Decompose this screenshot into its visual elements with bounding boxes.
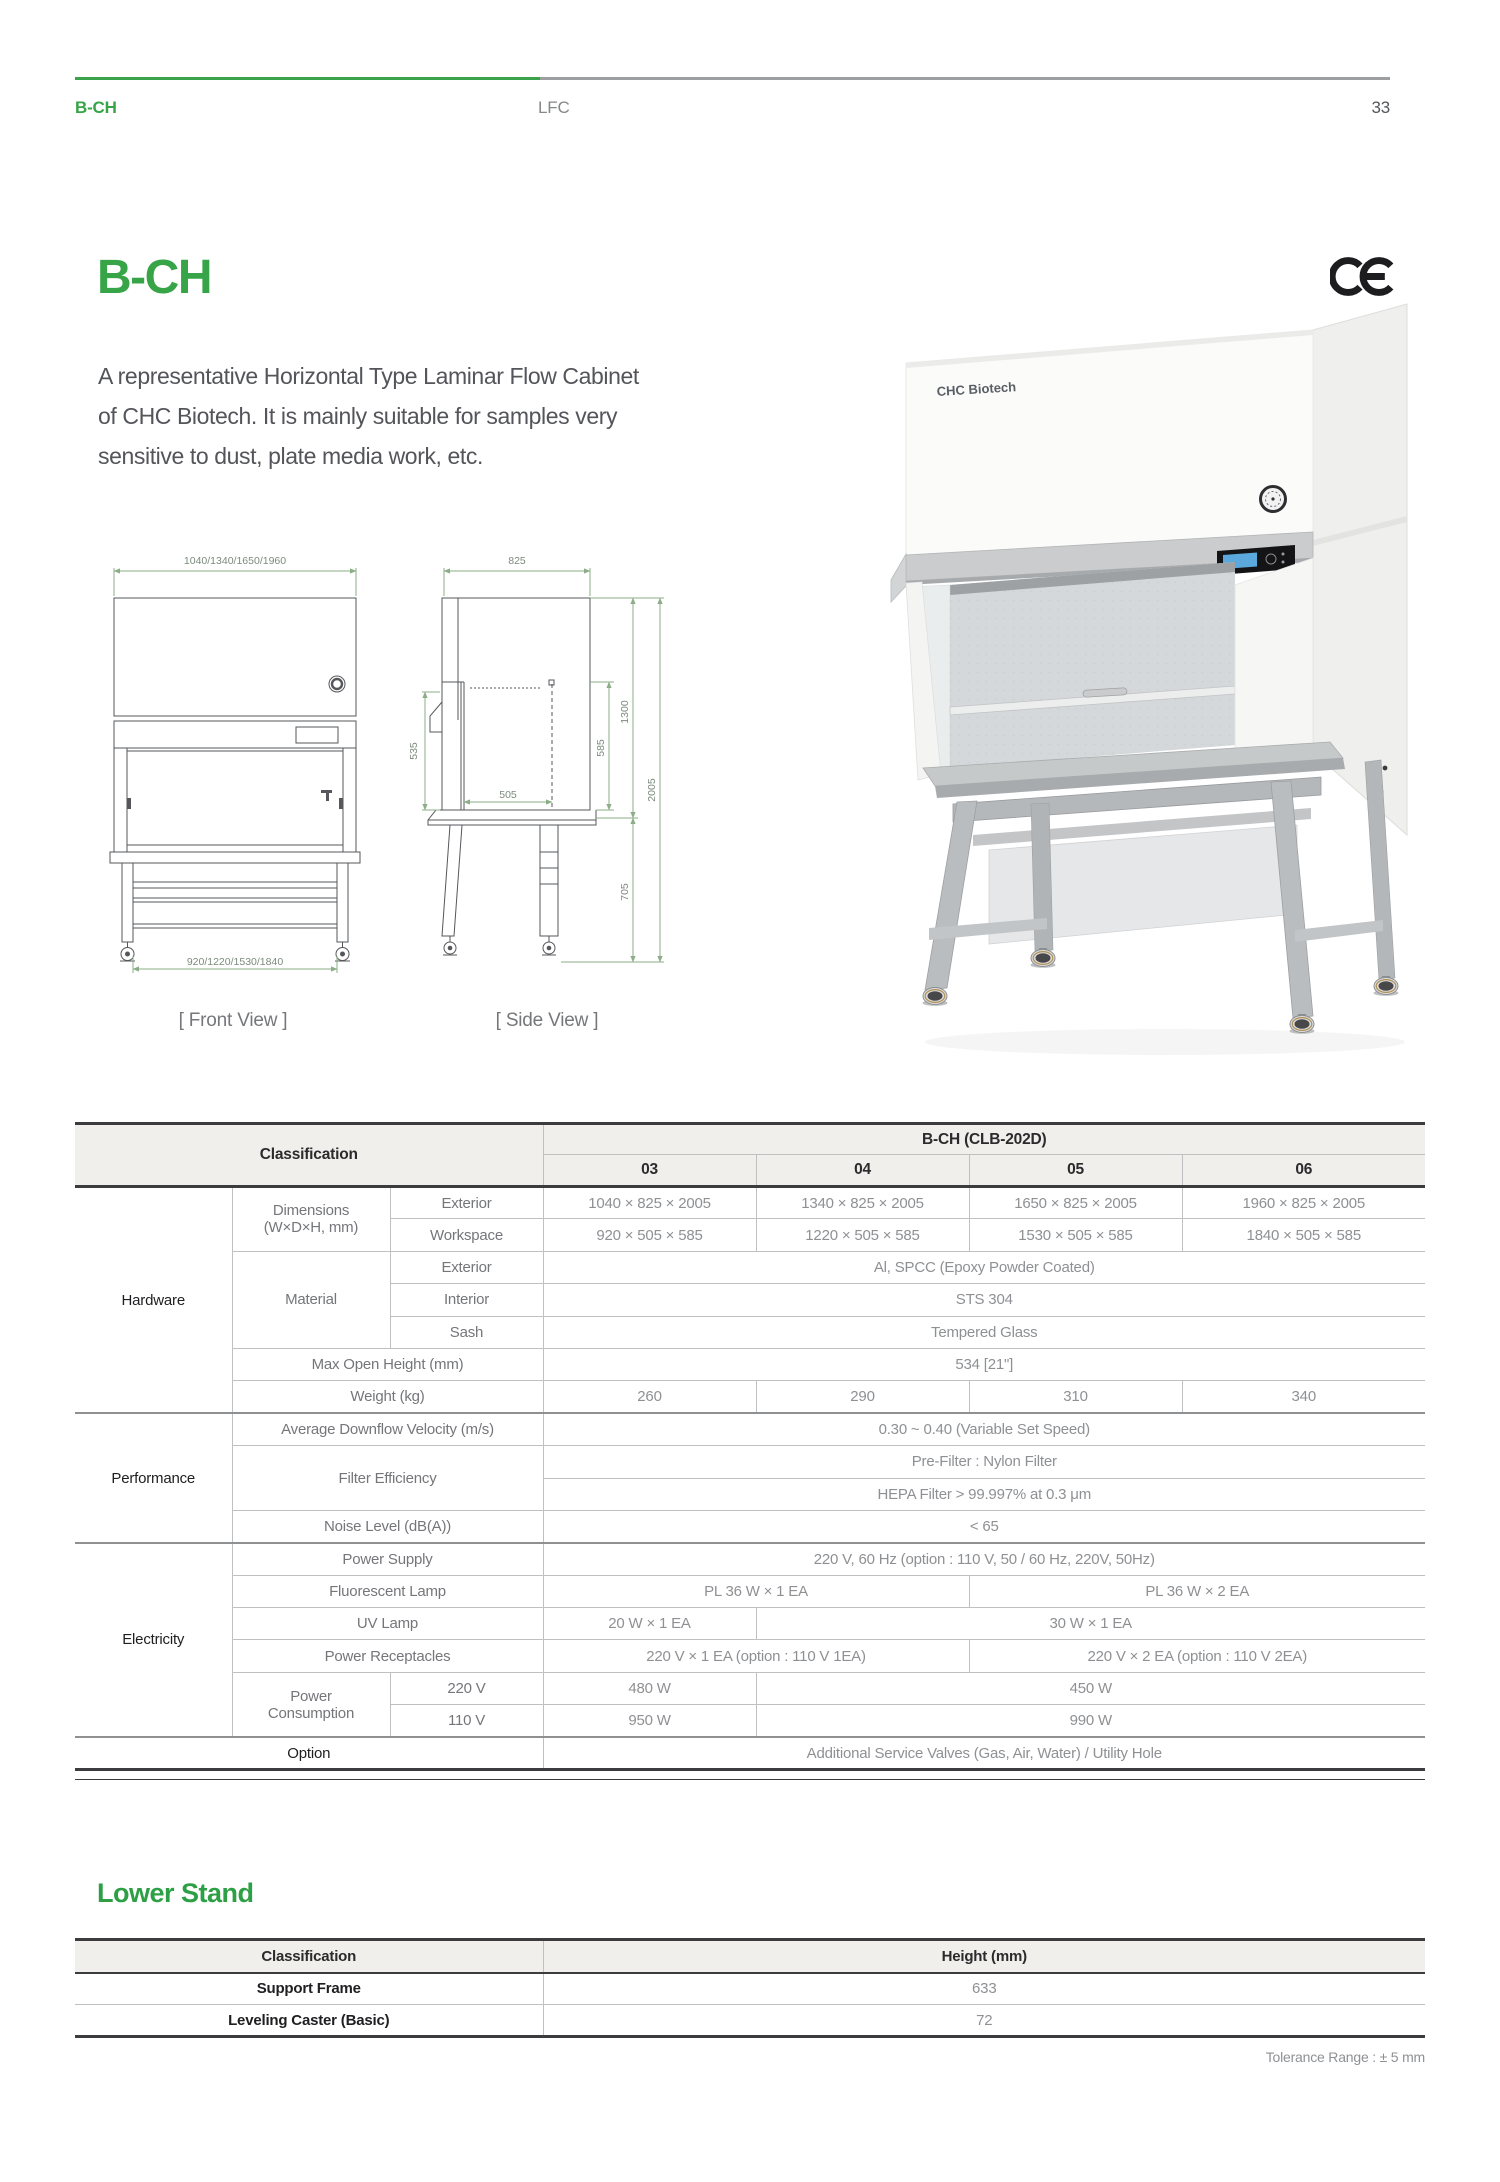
table-bottom-rule bbox=[75, 1779, 1425, 1780]
size-column-03: 03 bbox=[543, 1155, 756, 1187]
label-interior: Interior bbox=[390, 1284, 543, 1316]
table-row bbox=[75, 1348, 1425, 1380]
cell-value: 220 V, 60 Hz (option : 110 V, 50 / 60 Hz, 220V, 50Hz) bbox=[543, 1543, 1425, 1575]
lower-row-value: 633 bbox=[543, 1973, 1425, 2005]
size-column-04: 04 bbox=[756, 1155, 969, 1187]
cell-value: PL 36 W × 2 EA bbox=[969, 1575, 1425, 1607]
table-row bbox=[75, 1608, 1425, 1640]
cell-value: Additional Service Valves (Gas, Air, Water) / Utility Hole bbox=[543, 1737, 1425, 1769]
side-total-height-dim-label: 2005 bbox=[646, 778, 658, 802]
running-head-section: LFC bbox=[538, 98, 570, 117]
table-row bbox=[75, 1187, 1425, 1219]
classification-header: Classification bbox=[75, 1124, 543, 1187]
group-option: Option bbox=[75, 1737, 543, 1769]
group-performance: Performance bbox=[75, 1413, 232, 1543]
cell-value: 290 bbox=[756, 1381, 969, 1413]
lower-row-label: Leveling Caster (Basic) bbox=[75, 2005, 543, 2037]
cell-value: HEPA Filter > 99.997% at 0.3 μm bbox=[543, 1478, 1425, 1510]
caster bbox=[1374, 976, 1399, 996]
label-noise-level: Noise Level (dB(A)) bbox=[232, 1510, 543, 1542]
table-row bbox=[75, 1575, 1425, 1607]
table-row bbox=[75, 1446, 1425, 1478]
cell-value: 1960 × 825 × 2005 bbox=[1182, 1187, 1425, 1219]
cell-value: Pre-Filter : Nylon Filter bbox=[543, 1446, 1425, 1478]
cell-value: 1530 × 505 × 585 bbox=[969, 1219, 1182, 1251]
table-row bbox=[75, 1640, 1425, 1672]
side-open-height-dim-label: 535 bbox=[408, 742, 420, 760]
header-rule bbox=[75, 77, 1390, 80]
table-row bbox=[75, 1251, 1425, 1283]
label-uv-lamp: UV Lamp bbox=[232, 1608, 543, 1640]
side-body-height-dim-label: 1300 bbox=[619, 700, 631, 724]
front-view-drawing bbox=[100, 552, 370, 982]
product-description bbox=[98, 356, 738, 476]
page-number: 33 bbox=[1371, 98, 1390, 117]
cell-value: 260 bbox=[543, 1381, 756, 1413]
group-electricity: Electricity bbox=[75, 1543, 232, 1737]
front-width-dim-label: 1040/1340/1650/1960 bbox=[183, 555, 287, 567]
cell-value: 534 [21"] bbox=[543, 1348, 1425, 1380]
cell-value: 1650 × 825 × 2005 bbox=[969, 1187, 1182, 1219]
cell-value: Al, SPCC (Epoxy Powder Coated) bbox=[543, 1251, 1425, 1283]
cell-value: 950 W bbox=[543, 1705, 756, 1737]
label-filter-efficiency: Filter Efficiency bbox=[232, 1446, 543, 1511]
side-work-depth-dim-label: 505 bbox=[499, 789, 517, 801]
cell-value: 1840 × 505 × 585 bbox=[1182, 1219, 1425, 1251]
header-rule-gray bbox=[540, 77, 1390, 80]
running-head-doc-code: B-CH bbox=[75, 98, 117, 117]
cell-value: < 65 bbox=[543, 1510, 1425, 1542]
cell-value: PL 36 W × 1 EA bbox=[543, 1575, 969, 1607]
cell-value: 20 W × 1 EA bbox=[543, 1608, 756, 1640]
description-line: sensitive to dust, plate media work, etc. bbox=[98, 443, 484, 469]
side-stand-height-dim-label: 705 bbox=[619, 883, 631, 901]
cell-value: 30 W × 1 EA bbox=[756, 1608, 1425, 1640]
cell-value: 1340 × 825 × 2005 bbox=[756, 1187, 969, 1219]
label-max-open-height: Max Open Height (mm) bbox=[232, 1348, 543, 1380]
side-view-drawing bbox=[356, 552, 676, 982]
model-header: B-CH (CLB-202D) bbox=[543, 1124, 1425, 1155]
spec-table bbox=[75, 1122, 1425, 1771]
tolerance-note: Tolerance Range : ± 5 mm bbox=[1265, 2049, 1425, 2065]
label-avg-downflow: Average Downflow Velocity (m/s) bbox=[232, 1413, 543, 1445]
cell-value: 1220 × 505 × 585 bbox=[756, 1219, 969, 1251]
lower-row-label: Support Frame bbox=[75, 1973, 543, 2005]
label-workspace: Workspace bbox=[390, 1219, 543, 1251]
cabinet-logo: CHC Biotech bbox=[936, 379, 1017, 399]
cell-value: 0.30 ~ 0.40 (Variable Set Speed) bbox=[543, 1413, 1425, 1445]
label-110v: 110 V bbox=[390, 1705, 543, 1737]
table-row bbox=[75, 1413, 1425, 1445]
table-row bbox=[75, 1973, 1425, 2005]
table-row bbox=[75, 1510, 1425, 1542]
lower-row-value: 72 bbox=[543, 2005, 1425, 2037]
label-220v: 220 V bbox=[390, 1672, 543, 1704]
cell-value: 1040 × 825 × 2005 bbox=[543, 1187, 756, 1219]
label-fluorescent-lamp: Fluorescent Lamp bbox=[232, 1575, 543, 1607]
front-view-caption: [ Front View ] bbox=[178, 1010, 288, 1031]
group-hardware: Hardware bbox=[75, 1187, 232, 1414]
cell-value: STS 304 bbox=[543, 1284, 1425, 1316]
table-row bbox=[75, 1737, 1425, 1769]
product-photo bbox=[865, 290, 1435, 1080]
description-line: of CHC Biotech. It is mainly suitable for samples very bbox=[98, 403, 618, 429]
label-dimensions: Dimensions (W×D×H, mm) bbox=[232, 1187, 390, 1252]
label-weight: Weight (kg) bbox=[232, 1381, 543, 1413]
front-base-width-dim-label: 920/1220/1530/1840 bbox=[186, 956, 284, 968]
side-view-caption: [ Side View ] bbox=[495, 1010, 599, 1031]
size-column-06: 06 bbox=[1182, 1155, 1425, 1187]
lower-classification-header: Classification bbox=[75, 1940, 543, 1973]
label-sash: Sash bbox=[390, 1316, 543, 1348]
cell-value: 990 W bbox=[756, 1705, 1425, 1737]
label-material-exterior: Exterior bbox=[390, 1251, 543, 1283]
cell-value: 220 V × 1 EA (option : 110 V 1EA) bbox=[543, 1640, 969, 1672]
label-power-consumption: Power Consumption bbox=[232, 1672, 390, 1737]
cell-value: 480 W bbox=[543, 1672, 756, 1704]
page-title: B-CH bbox=[97, 251, 211, 304]
cell-value: 220 V × 2 EA (option : 110 V 2EA) bbox=[969, 1640, 1425, 1672]
cell-value: 450 W bbox=[756, 1672, 1425, 1704]
side-depth-dim-label: 825 bbox=[508, 555, 526, 567]
cell-value: 310 bbox=[969, 1381, 1182, 1413]
table-row bbox=[75, 1543, 1425, 1575]
header-rule-green bbox=[75, 77, 540, 80]
label-power-receptacles: Power Receptacles bbox=[232, 1640, 543, 1672]
description-line: A representative Horizontal Type Laminar Flow Cabinet bbox=[98, 363, 639, 389]
size-column-05: 05 bbox=[969, 1155, 1182, 1187]
table-row bbox=[75, 1672, 1425, 1704]
side-work-height-dim-label: 585 bbox=[595, 739, 607, 757]
caster bbox=[923, 988, 948, 1006]
label-exterior: Exterior bbox=[390, 1187, 543, 1219]
cell-value: 340 bbox=[1182, 1381, 1425, 1413]
lower-height-header: Height (mm) bbox=[543, 1940, 1425, 1973]
lower-stand-heading: Lower Stand bbox=[97, 1878, 254, 1908]
caster bbox=[1031, 948, 1056, 968]
lower-stand-table bbox=[75, 1938, 1425, 2038]
table-row bbox=[75, 2005, 1425, 2037]
table-row bbox=[75, 1381, 1425, 1413]
label-power-supply: Power Supply bbox=[232, 1543, 543, 1575]
cell-value: 920 × 505 × 585 bbox=[543, 1219, 756, 1251]
cell-value: Tempered Glass bbox=[543, 1316, 1425, 1348]
label-material: Material bbox=[232, 1251, 390, 1348]
